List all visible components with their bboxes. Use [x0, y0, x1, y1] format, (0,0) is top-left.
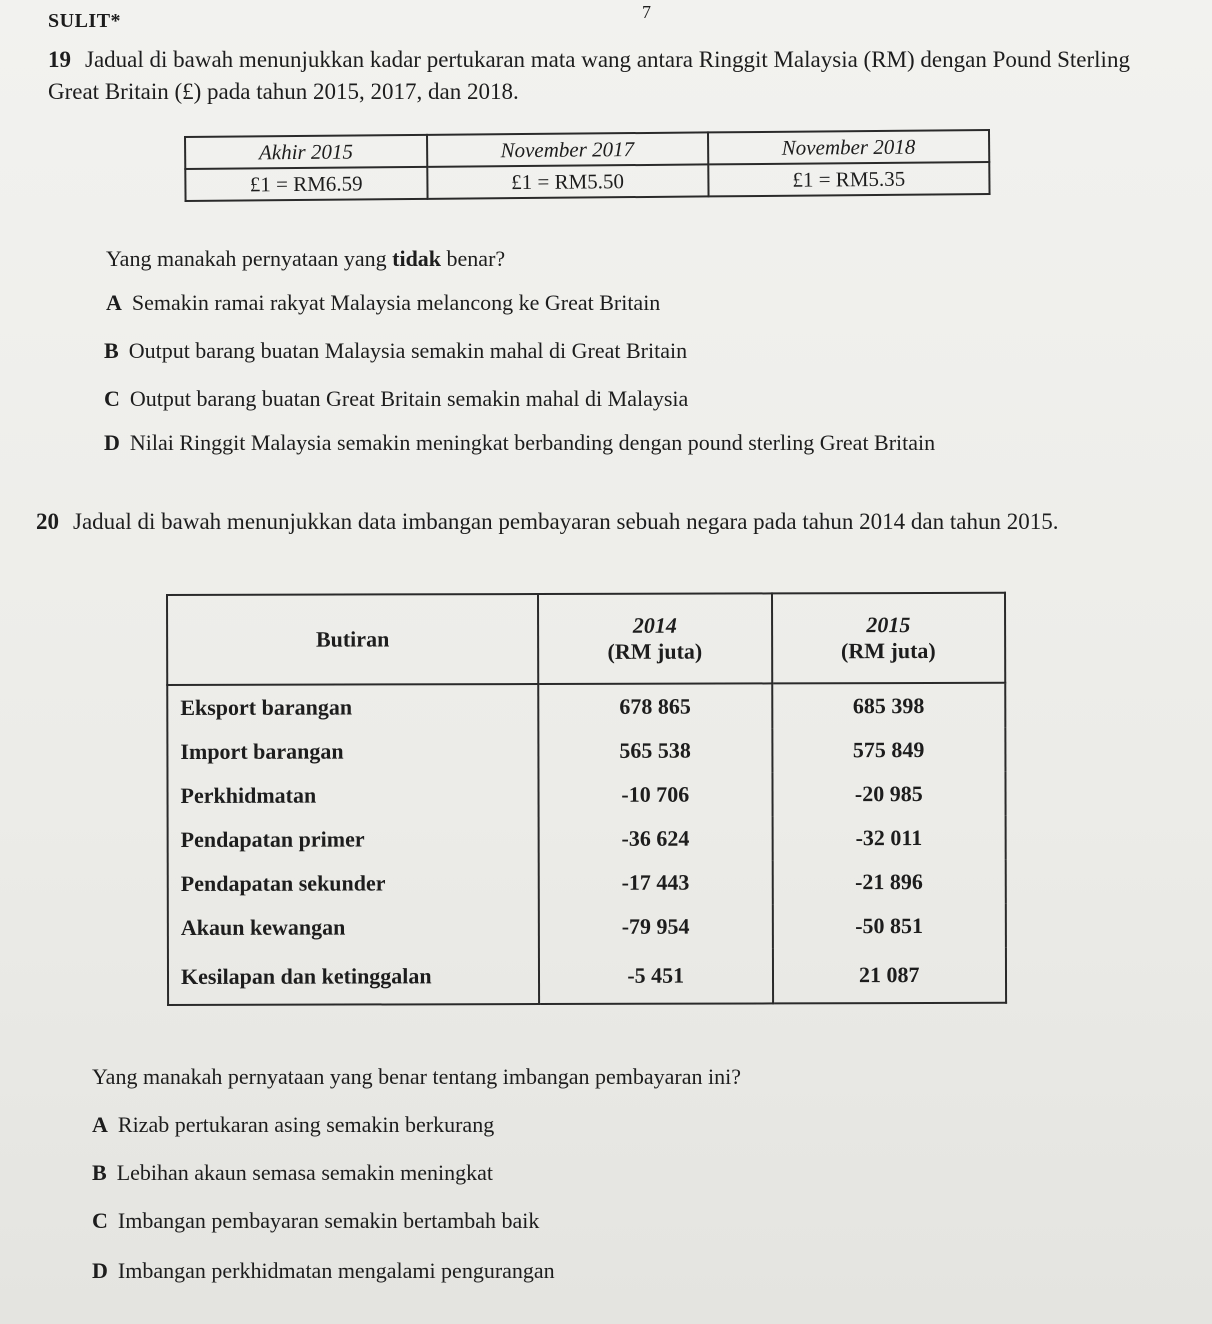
q20-option-c[interactable] — [92, 1208, 539, 1234]
option-text: Rizab pertukaran asing semakin berkurang — [117, 1112, 495, 1137]
row-item: Perkhidmatan — [167, 773, 538, 818]
row-2015: -20 985 — [772, 772, 1006, 817]
row-item: Import barangan — [167, 729, 538, 774]
table-row — [167, 728, 1005, 774]
q19-stem-after: benar? — [446, 246, 506, 271]
q20-balance-table — [166, 592, 1007, 1006]
page-number: 7 — [642, 2, 651, 22]
table-row — [168, 860, 1006, 906]
q20-number: 20 — [36, 509, 59, 534]
option-letter: A — [92, 1112, 108, 1137]
header-label: SULIT* — [48, 10, 122, 32]
row-2014: -79 954 — [539, 904, 773, 949]
q19-value-cell: £1 = RM5.35 — [708, 162, 989, 196]
option-text: Nilai Ringgit Malaysia semakin meningkat berbanding dengan pound sterling Great Britain — [129, 430, 936, 455]
option-letter: D — [104, 430, 120, 455]
q20-option-d[interactable] — [92, 1258, 555, 1284]
row-2015: -21 896 — [772, 860, 1006, 905]
q19-header-cell: November 2018 — [708, 130, 989, 164]
q19-header-cell: Akhir 2015 — [185, 135, 427, 169]
option-text: Imbangan perkhidmatan mengalami pengurangan — [117, 1258, 555, 1283]
table-row — [168, 904, 1006, 950]
q19-value-cell: £1 = RM5.50 — [427, 164, 708, 198]
row-2015: -50 851 — [772, 904, 1006, 949]
option-text: Output barang buatan Malaysia semakin mahal di Great Britain — [128, 338, 688, 363]
row-2015: -32 011 — [772, 816, 1006, 861]
q20-col-2014-year: 2014 — [632, 612, 677, 638]
table-row — [168, 816, 1006, 862]
table-row — [168, 948, 1006, 1005]
q19-header-cell: November 2017 — [427, 132, 708, 166]
q19-exchange-table — [184, 129, 991, 202]
q19-stem-before: Yang manakah pernyataan yang — [106, 246, 387, 271]
row-2015: 575 849 — [772, 728, 1006, 773]
option-letter: A — [106, 290, 122, 315]
option-letter: B — [92, 1160, 107, 1185]
row-item: Kesilapan dan ketinggalan — [168, 949, 539, 1005]
option-text: Semakin ramai rakyat Malaysia melancong ke Great Britain — [131, 290, 661, 315]
row-2014: -17 443 — [539, 860, 773, 905]
row-2014: 678 865 — [538, 683, 772, 729]
row-2014: 565 538 — [538, 728, 772, 773]
option-letter: B — [104, 338, 119, 363]
q19-number: 19 — [48, 47, 71, 72]
q19-intro-text: Jadual di bawah menunjukkan kadar pertukaran mata wang antara Ringgit Malaysia (RM) dengan Pound Sterling Great Britain (£) pada tahun 2015, 2017, dan 2018. — [48, 47, 1130, 104]
q20-intro — [36, 506, 1146, 538]
q19-option-c[interactable] — [104, 386, 688, 412]
q20-col-2015-unit: (RM juta) — [841, 637, 936, 664]
q20-col-item: Butiran — [167, 594, 538, 685]
row-2015: 685 398 — [772, 683, 1006, 729]
option-text: Output barang buatan Great Britain semakin mahal di Malaysia — [129, 386, 689, 411]
q20-option-a[interactable] — [92, 1112, 494, 1138]
q19-value-cell: £1 = RM6.59 — [185, 167, 427, 201]
row-2014: -36 624 — [539, 816, 773, 861]
q20-col-2014 — [538, 593, 772, 684]
option-text: Lebihan akaun semasa semakin meningkat — [116, 1160, 494, 1185]
row-item: Akaun kewangan — [168, 905, 539, 950]
q20-stem: Yang manakah pernyataan yang benar tentang imbangan pembayaran ini? — [92, 1064, 741, 1089]
option-letter: D — [92, 1258, 108, 1283]
q19-stem-bold: tidak — [392, 246, 442, 271]
q20-option-b[interactable] — [92, 1160, 493, 1186]
table-row — [167, 683, 1005, 730]
q20-col-2015 — [772, 593, 1006, 684]
q19-option-a[interactable] — [106, 290, 660, 316]
table-row — [167, 772, 1005, 818]
q19-option-b[interactable] — [104, 338, 687, 364]
q20-col-2015-year: 2015 — [866, 612, 911, 638]
row-2014: -5 451 — [539, 948, 773, 1004]
option-text: Imbangan pembayaran semakin bertambah baik — [117, 1208, 540, 1233]
q19-intro — [48, 44, 1138, 108]
row-2015: 21 087 — [772, 948, 1006, 1004]
option-letter: C — [92, 1208, 108, 1233]
row-item: Eksport barangan — [167, 684, 538, 730]
option-letter: C — [104, 386, 120, 411]
row-item: Pendapatan sekunder — [168, 861, 539, 906]
row-2014: -10 706 — [538, 772, 772, 817]
q20-intro-text: Jadual di bawah menunjukkan data imbangan pembayaran sebuah negara pada tahun 2014 dan tahun 2015. — [73, 509, 1059, 534]
q20-col-2014-unit: (RM juta) — [607, 638, 703, 664]
q19-stem — [106, 246, 505, 272]
q19-option-d[interactable] — [104, 430, 1164, 456]
row-item: Pendapatan primer — [168, 817, 539, 862]
